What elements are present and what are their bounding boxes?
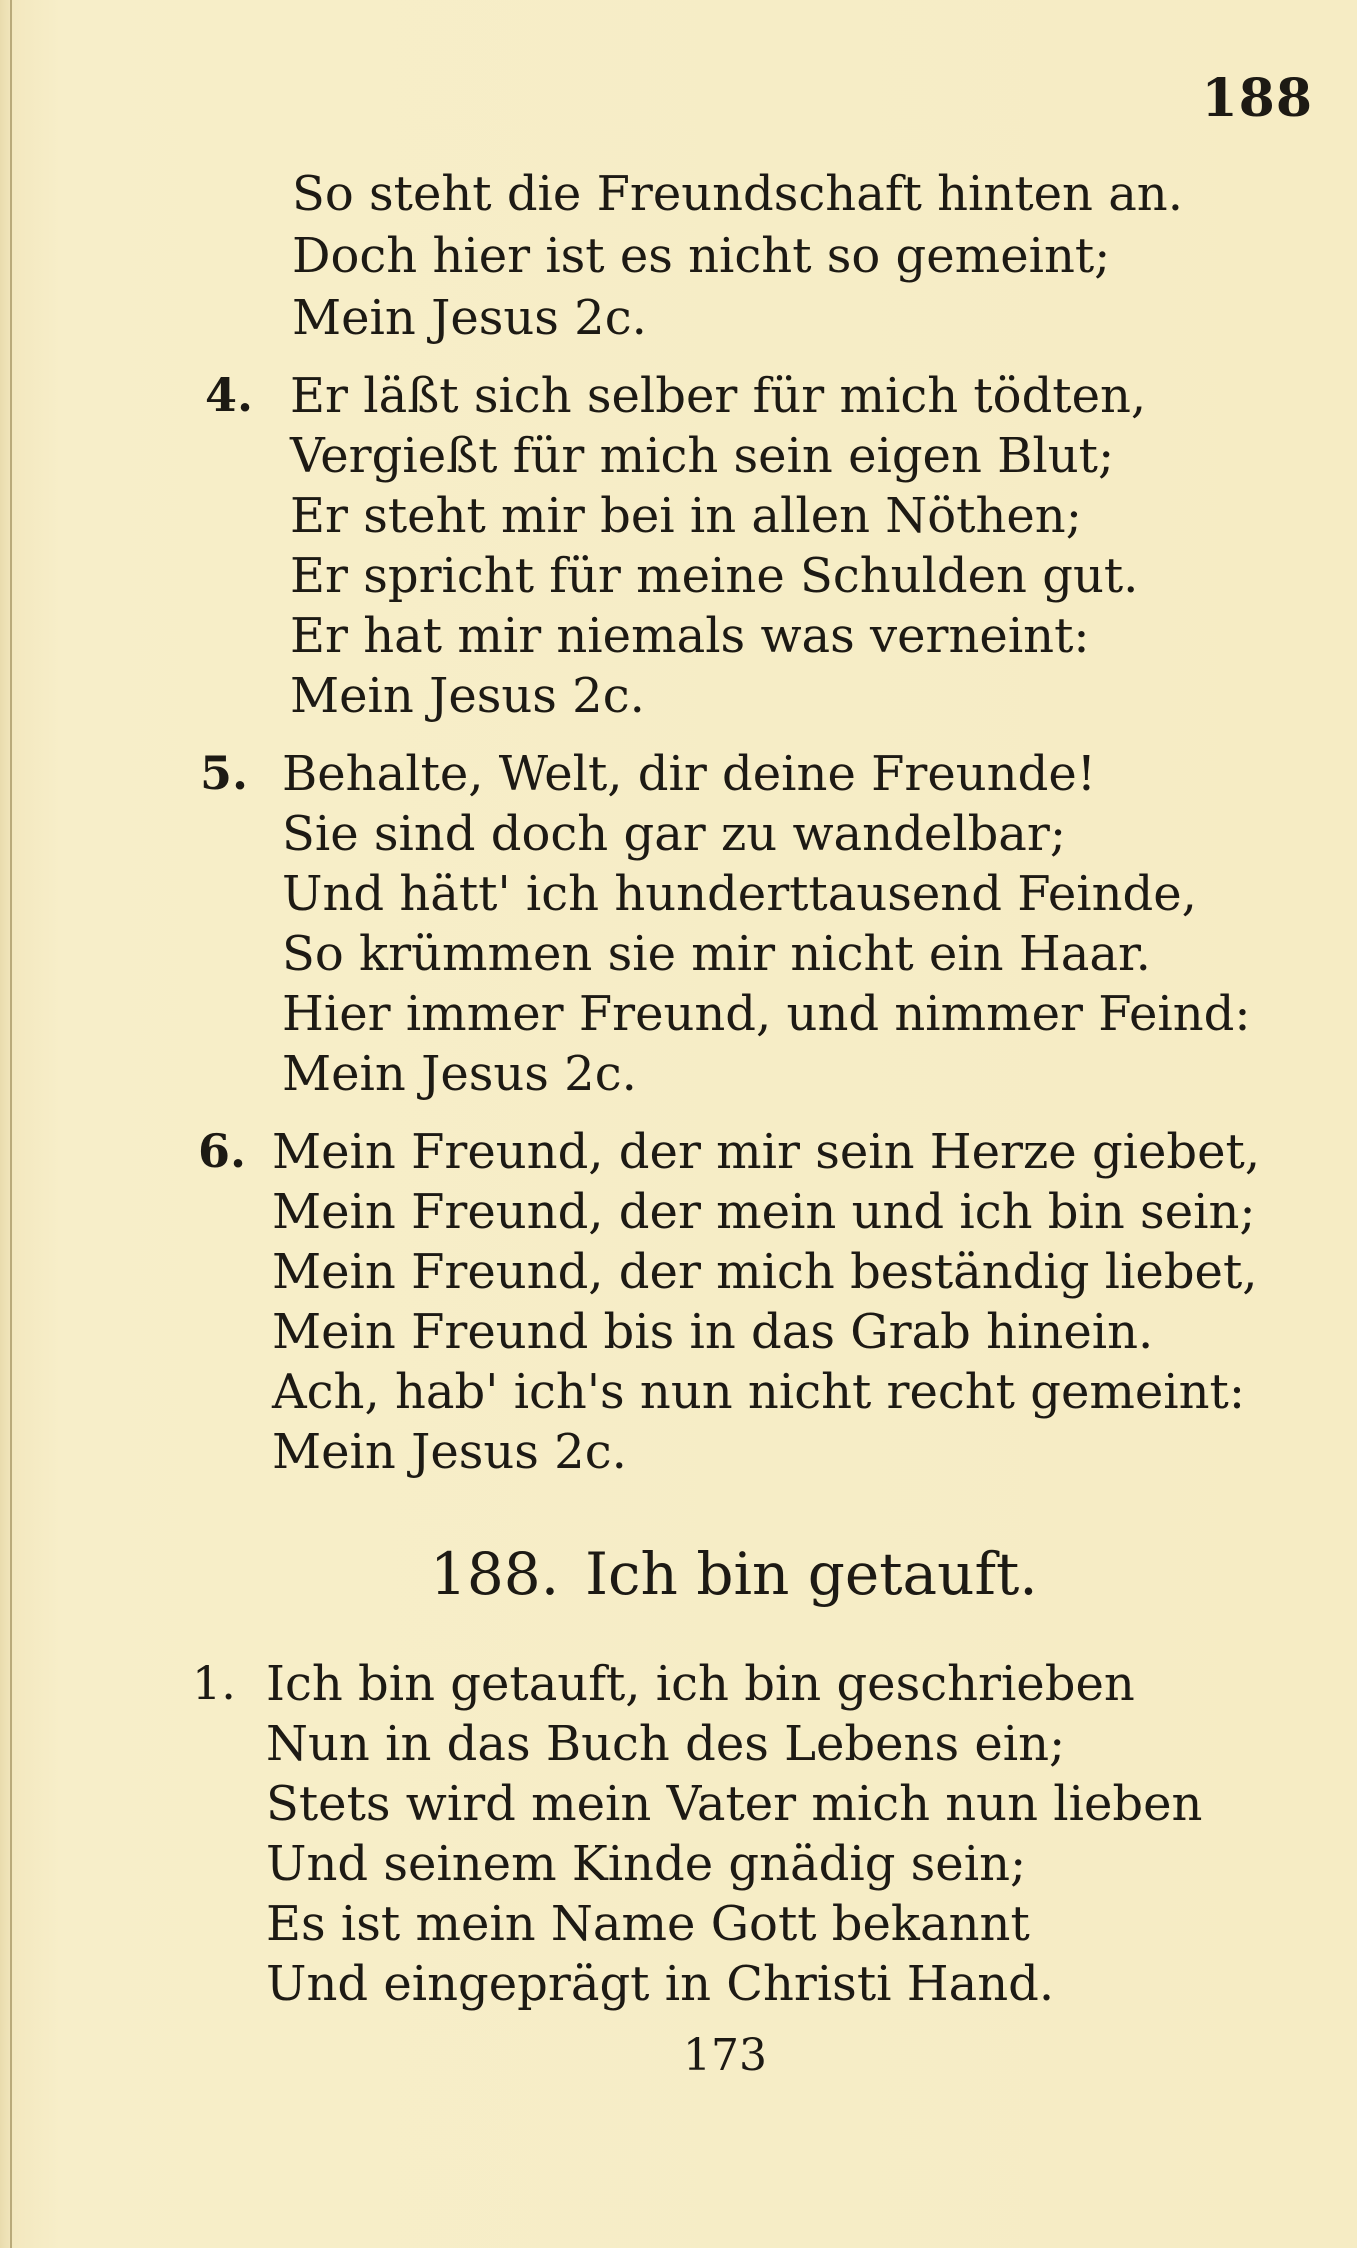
verse-line: Und hätt' ich hunderttausend Feinde, bbox=[282, 866, 1197, 922]
verse-number: 4. bbox=[205, 368, 254, 422]
verse-number: 1. bbox=[192, 1656, 236, 1710]
verse-line: Und seinem Kinde gnädig sein; bbox=[266, 1836, 1027, 1892]
hymn-title-text: Ich bin getauft. bbox=[585, 1540, 1038, 1608]
verse-line: Hier immer Freund, und nimmer Feind: bbox=[282, 986, 1251, 1042]
verse-line: Und eingeprägt in Christi Hand. bbox=[266, 1956, 1055, 2012]
verse-line: Es ist mein Name Gott bekannt bbox=[266, 1896, 1030, 1952]
verse-line: So krümmen sie mir nicht ein Haar. bbox=[282, 926, 1151, 982]
verse-line: So steht die Freundschaft hinten an. bbox=[292, 166, 1183, 222]
verse-line: Er spricht für meine Schulden gut. bbox=[290, 548, 1139, 604]
hymn-number-header: 188 bbox=[1201, 68, 1313, 129]
verse-line: Vergießt für mich sein eigen Blut; bbox=[290, 428, 1115, 484]
verse-number: 5. bbox=[200, 746, 249, 800]
verse-line: Nun in das Buch des Lebens ein; bbox=[266, 1716, 1066, 1772]
verse-line: Stets wird mein Vater mich nun lieben bbox=[266, 1776, 1203, 1832]
verse-number: 6. bbox=[198, 1124, 247, 1178]
verse-line: Mein Jesus 2c. bbox=[272, 1424, 627, 1480]
verse-line: Doch hier ist es nicht so gemeint; bbox=[292, 228, 1111, 284]
verse-line: Mein Jesus 2c. bbox=[282, 1046, 637, 1102]
verse-line: Er steht mir bei in allen Nöthen; bbox=[290, 488, 1082, 544]
verse-line: Ich bin getauft, ich bin geschrieben bbox=[266, 1656, 1135, 1712]
hymn-title bbox=[430, 1540, 1038, 1608]
verse-line: Mein Freund, der mein und ich bin sein; bbox=[272, 1184, 1256, 1240]
page-edge-shadow bbox=[10, 0, 12, 2248]
verse-line: Mein Jesus 2c. bbox=[292, 290, 647, 346]
verse-line: Mein Freund bis in das Grab hinein. bbox=[272, 1304, 1154, 1360]
verse-line: Er läßt sich selber für mich tödten, bbox=[290, 368, 1147, 424]
page-number-footer: 173 bbox=[683, 2030, 767, 2081]
verse-line: Er hat mir niemals was verneint: bbox=[290, 608, 1090, 664]
verse-line: Sie sind doch gar zu wandelbar; bbox=[282, 806, 1067, 862]
verse-line: Mein Freund, der mich beständig liebet, bbox=[272, 1244, 1258, 1300]
verse-line: Ach, hab' ich's nun nicht recht gemeint: bbox=[272, 1364, 1246, 1420]
verse-line: Behalte, Welt, dir deine Freunde! bbox=[282, 746, 1097, 802]
verse-line: Mein Freund, der mir sein Herze giebet, bbox=[272, 1124, 1261, 1180]
verse-line: Mein Jesus 2c. bbox=[290, 668, 645, 724]
hymn-title-number: 188. bbox=[430, 1540, 560, 1608]
